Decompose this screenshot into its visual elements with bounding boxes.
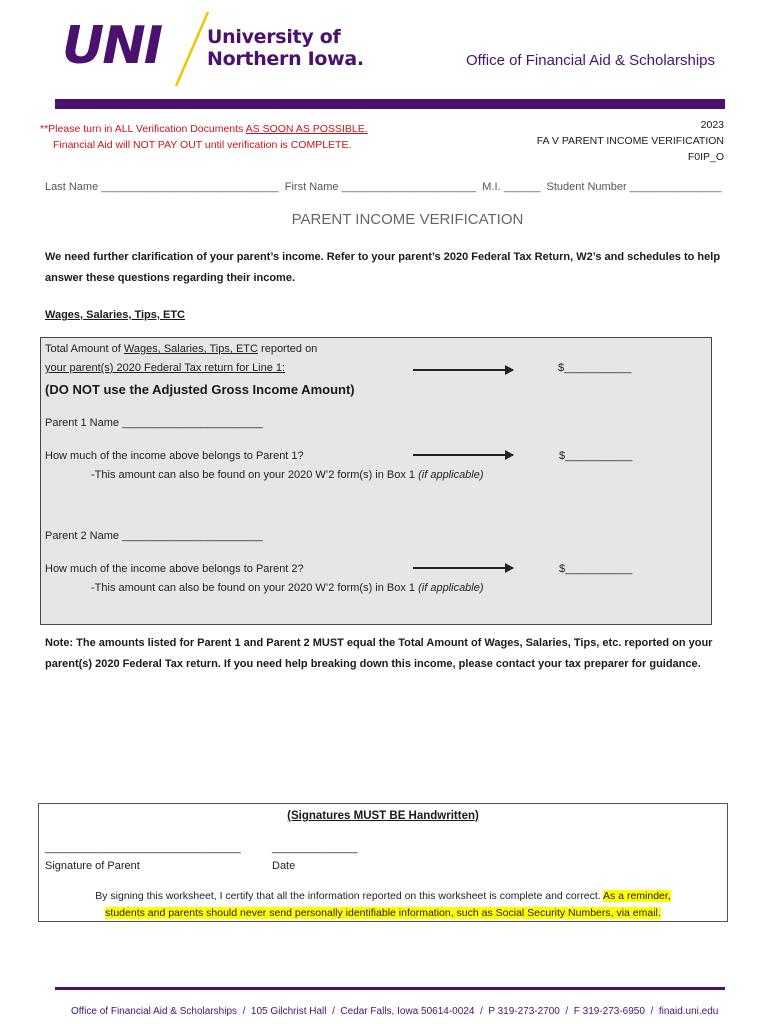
signature-heading: (Signatures MUST BE Handwritten) <box>287 810 479 822</box>
footer-phone: P 319-273-2700 <box>488 1006 560 1017</box>
parent2-hint <box>91 582 484 594</box>
parent1-name-field[interactable]: Parent 1 Name _______________________ <box>45 417 263 429</box>
arrow-right-icon <box>413 567 513 569</box>
parent2-amount-field[interactable]: $___________ <box>559 563 633 575</box>
arrow-right-icon <box>413 369 513 371</box>
footer-address: 105 Gilchrist Hall <box>250 1006 327 1017</box>
verification-notice <box>40 121 368 153</box>
form-code: F0IP_O <box>687 151 724 163</box>
header-divider <box>55 99 725 109</box>
parent2-question: How much of the income above belongs to Parent 2? <box>45 563 304 575</box>
date-line[interactable]: ______________ <box>272 842 358 854</box>
total-amount-field[interactable]: $___________ <box>558 362 632 374</box>
footer-divider <box>55 987 725 990</box>
footer <box>71 1006 718 1017</box>
certification-highlight-2: students and parents should never send personally identifiable information, such as Social Security Numbers, via email. <box>105 907 661 919</box>
intro-paragraph: We need further clarification of your parent’s income. Refer to your parent’s 2020 Federal Tax Return, W2’s and schedules to help answer these questions regarding their income. <box>45 251 721 284</box>
signature-box <box>38 803 728 922</box>
certification-highlight-1: As a reminder, <box>603 890 671 902</box>
footer-sep: / <box>474 1006 489 1017</box>
form-year: 2023 <box>700 119 724 131</box>
arrow-right-icon <box>413 454 513 456</box>
parent2-name-field[interactable]: Parent 2 Name _______________________ <box>45 530 263 542</box>
parent1-amount-field[interactable]: $___________ <box>559 450 633 462</box>
parent2-hint-em: (if applicable) <box>418 582 484 594</box>
section-title: PARENT INCOME VERIFICATION <box>291 211 524 228</box>
parent1-question: How much of the income above belongs to Parent 1? <box>45 450 304 462</box>
footer-office: Office of Financial Aid & Scholarships <box>71 1006 238 1017</box>
notice-line2: Financial Aid will NOT PAY OUT until verification is COMPLETE. <box>53 139 352 151</box>
notice-line1: **Please turn in ALL Verification Documents <box>40 123 246 135</box>
parent-signature-label: Signature of Parent <box>45 860 140 872</box>
footer-sep: / <box>559 1006 574 1017</box>
total-amount-line2: your parent(s) 2020 Federal Tax return for Line 1: <box>45 362 286 374</box>
income-box <box>40 337 712 625</box>
university-name-line1: University of <box>207 26 341 48</box>
note-paragraph: Note: The amounts listed for Parent 1 and Parent 2 MUST equal the Total Amount of Wages, Salaries, Tips, etc. reported on your parent(s) 2020 Federal Tax return. If you need help breaking down this income, please contact your tax preparer for guidance. <box>45 637 713 670</box>
footer-city: Cedar Falls, Iowa 50614-0024 <box>340 1006 475 1017</box>
form-identifier <box>537 117 724 165</box>
parent2-hint-text: -This amount can also be found on your 2020 W’2 form(s) in Box 1 <box>91 582 419 594</box>
university-name <box>207 26 364 70</box>
certification-pre: By signing this worksheet, I certify that all the information reported on this worksheet is complete and correct. <box>95 890 604 902</box>
university-name-line2: Northern Iowa. <box>207 48 364 70</box>
student-info-line[interactable]: Last Name _____________________________ First Name ______________________ M.I. ______ Student Number _______________ <box>45 181 722 193</box>
uni-logo-text: UNI <box>62 16 162 76</box>
date-label: Date <box>272 860 296 872</box>
notice-asap: AS SOON AS POSSIBLE. <box>245 123 368 135</box>
footer-fax: F 319-273-6950 <box>573 1006 645 1017</box>
form-title: FA V PARENT INCOME VERIFICATION <box>536 135 724 147</box>
agi-warning: (DO NOT use the Adjusted Gross Income Amount) <box>45 382 355 397</box>
office-title: Office of Financial Aid & Scholarships <box>466 52 716 69</box>
parent1-hint-text: -This amount can also be found on your 2020 W’2 form(s) in Box 1 <box>91 469 419 481</box>
parent-signature-line[interactable]: ________________________________ <box>45 842 241 854</box>
footer-sep: / <box>237 1006 251 1017</box>
parent1-hint <box>91 469 484 481</box>
total-pre: Total Amount of <box>45 343 124 355</box>
total-amount-label <box>45 343 317 355</box>
footer-web-link[interactable]: finaid.uni.edu <box>658 1006 719 1017</box>
footer-sep: / <box>644 1006 659 1017</box>
certification-text <box>47 888 719 922</box>
footer-sep: / <box>326 1006 341 1017</box>
wages-heading: Wages, Salaries, Tips, ETC <box>45 309 185 321</box>
total-post: reported on <box>257 343 318 355</box>
total-underlined: Wages, Salaries, Tips, ETC <box>123 343 258 355</box>
parent1-hint-em: (if applicable) <box>418 469 484 481</box>
